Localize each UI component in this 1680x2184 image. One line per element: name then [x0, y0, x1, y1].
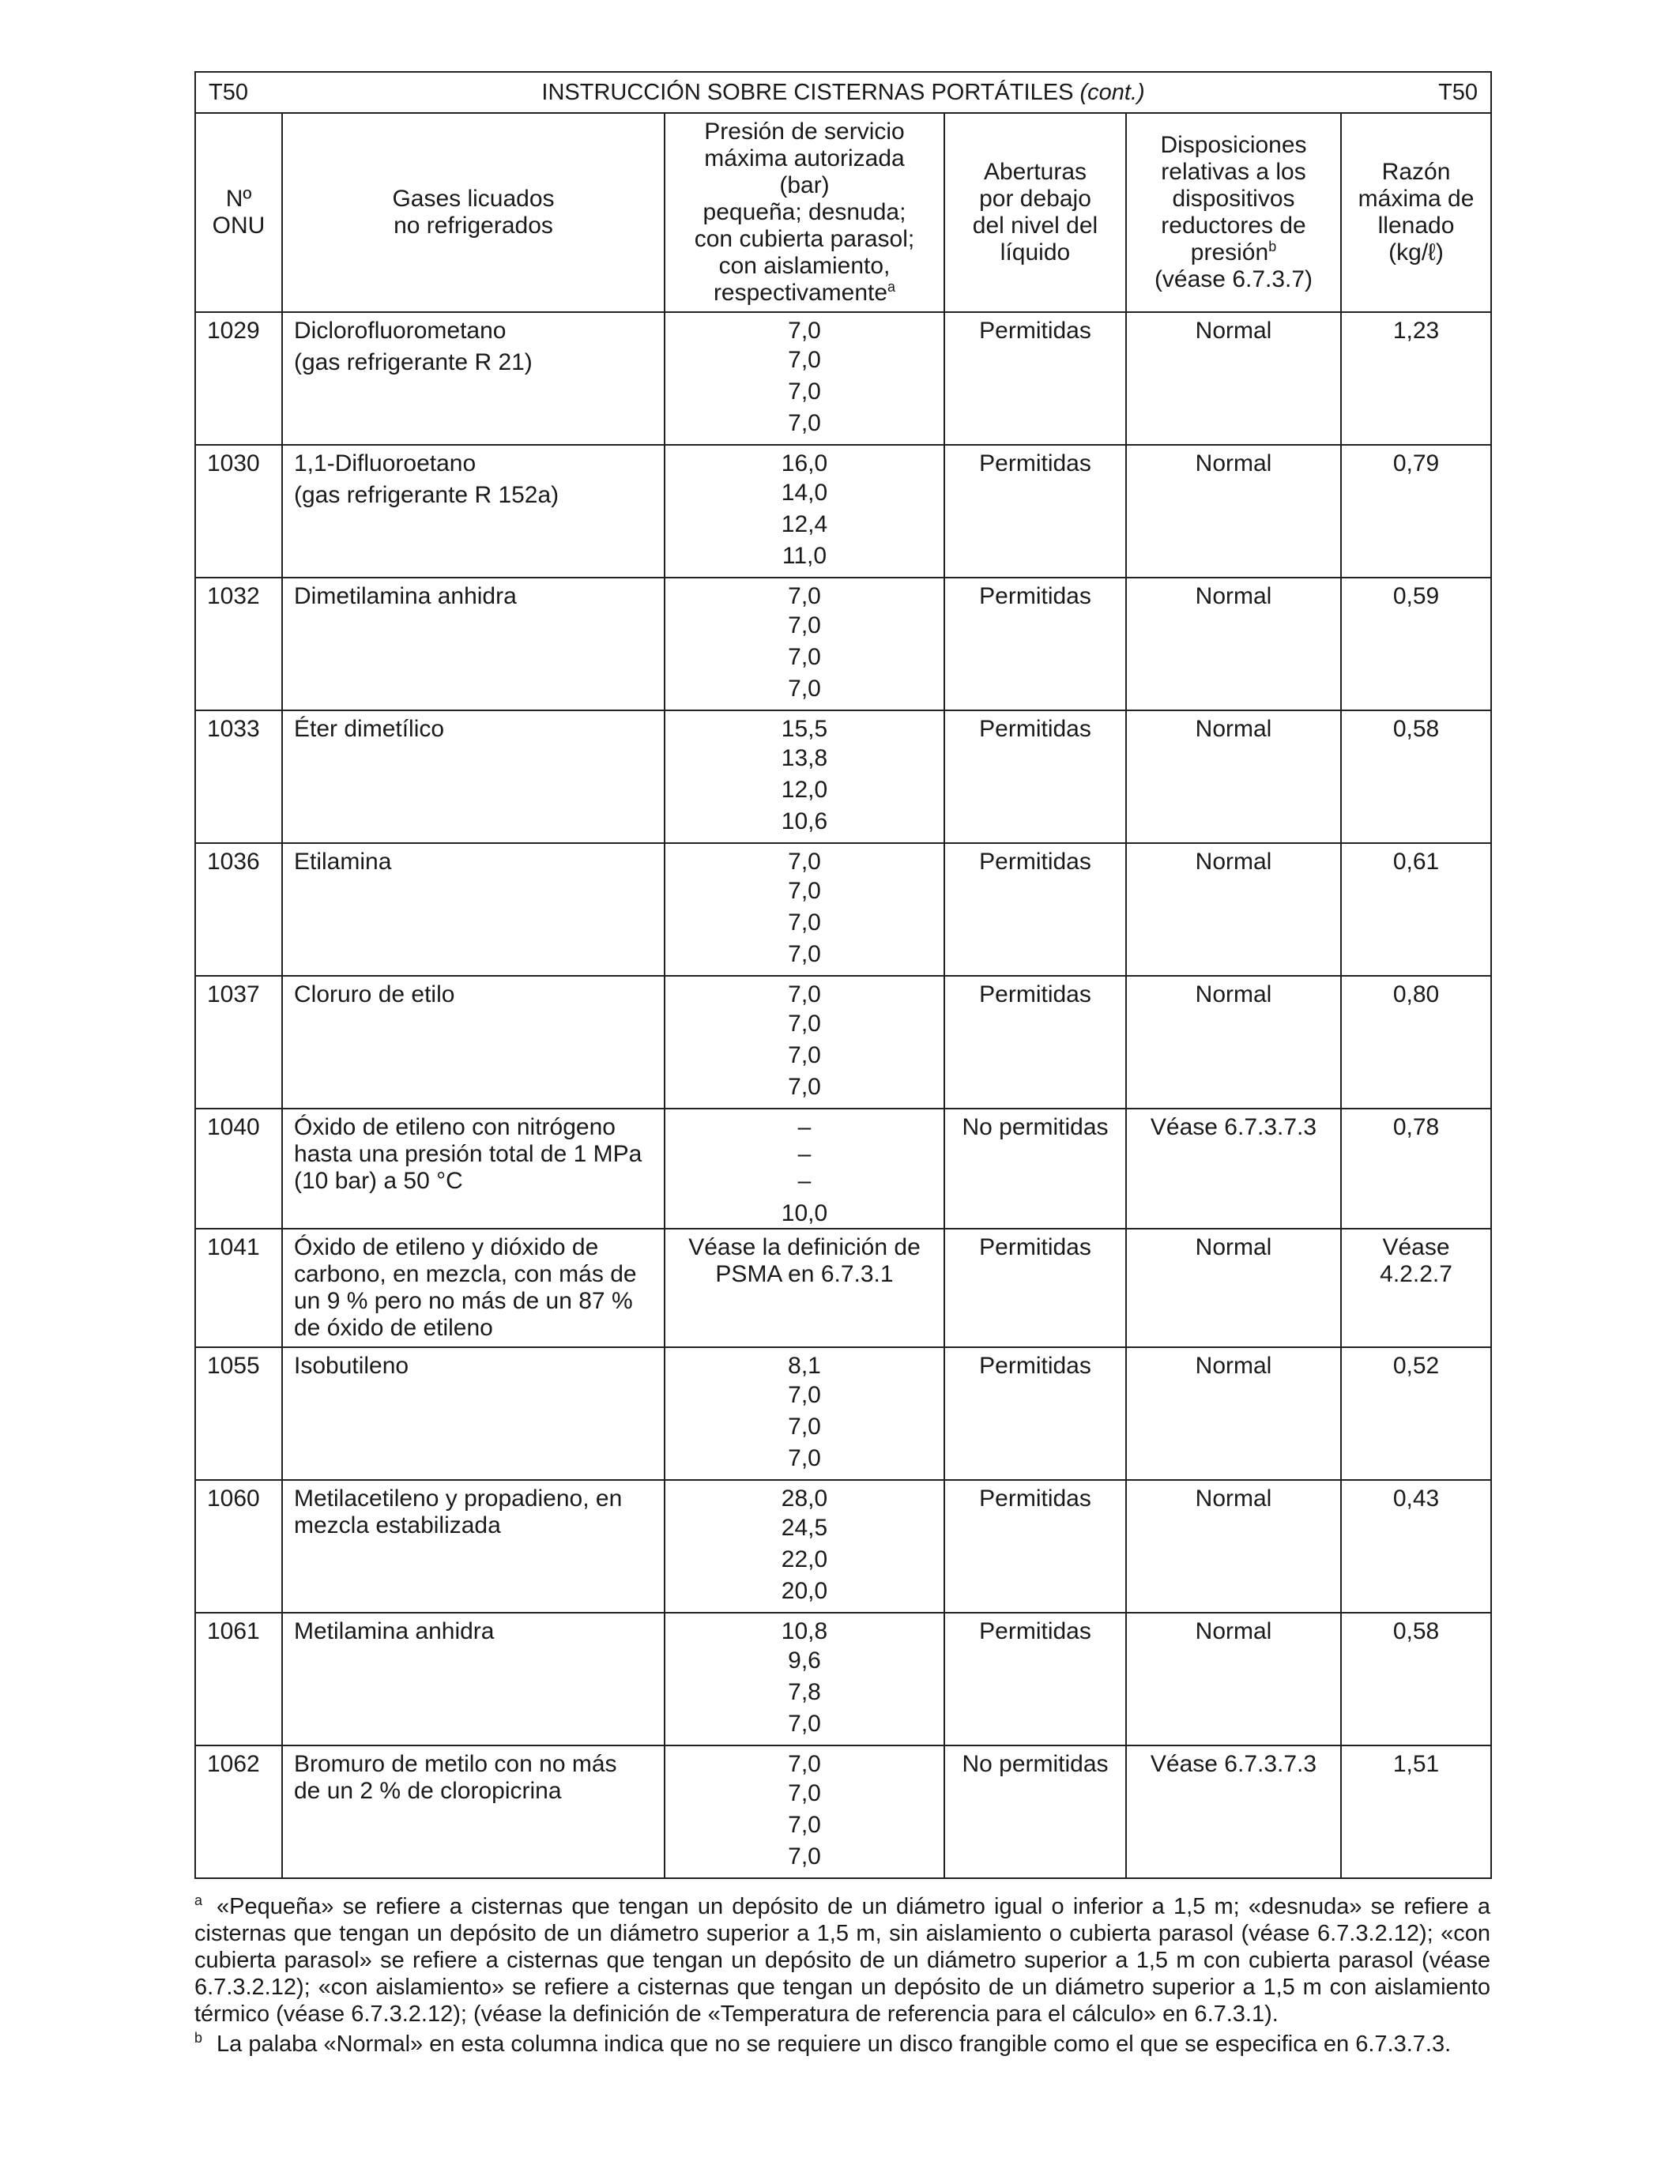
- filling-ratio-cell: [1341, 312, 1491, 445]
- pressure-value: 12,4: [781, 511, 828, 537]
- gas-name-line: Bromuro de metilo con no más: [294, 1751, 617, 1777]
- header-filling-ratio: Razón máxima de llenado (kg/ℓ): [1341, 113, 1491, 312]
- un-number-cell: [195, 445, 282, 578]
- portable-tank-instruction-table: [194, 71, 1492, 1879]
- max-pressure-cell: [665, 445, 944, 578]
- gas-name-line: Óxido de etileno con nitrógeno: [294, 1114, 616, 1140]
- pressure-value: 7,0: [788, 1812, 821, 1838]
- filling-ratio-value: [1342, 446, 1490, 477]
- pressure-relief-value: Normal: [1195, 450, 1272, 476]
- filling-ratio-cell: [1341, 578, 1491, 710]
- filling-ratio-cell: [1341, 1109, 1491, 1229]
- gas-name-line: (10 bar) a 50 °C: [294, 1168, 463, 1194]
- pressure-value: 7,0: [788, 849, 821, 875]
- footnote-text: La palaba «Normal» en esta columna indica que no se requiere un disco frangible como el que se especifica en 6.7.3.7.3.: [217, 2031, 1452, 2057]
- bottom-openings-value: Permitidas: [979, 1485, 1091, 1512]
- gas-name-cell: [282, 976, 665, 1109]
- footnote-b: $^b$ La palaba «Normal» en esta columna indica que no se requiere un disco frangible como el que se especifica en 6.7.3.7.3.: [194, 2030, 1452, 2057]
- un-number: 1061: [207, 1618, 260, 1644]
- gas-name-line: Metilacetileno y propadieno, en: [294, 1485, 623, 1512]
- max-pressure-cell: [665, 976, 944, 1109]
- table-row: [195, 1480, 1491, 1613]
- bottom-openings-cell: [944, 1229, 1126, 1347]
- table-title-bar: [195, 72, 1491, 113]
- gas-name-line: mezcla estabilizada: [294, 1512, 501, 1538]
- filling-ratio-line: 0,78: [1392, 1114, 1440, 1140]
- pressure-relief-value: Normal: [1195, 849, 1272, 875]
- gas-name-line: Diclorofluorometano: [294, 318, 507, 344]
- un-number: 1055: [207, 1353, 260, 1379]
- bottom-openings-value: Permitidas: [979, 583, 1091, 609]
- pressure-value: –: [797, 1141, 812, 1167]
- max-pressure-cell: [665, 843, 944, 976]
- filling-ratio-line: Véase: [1382, 1234, 1450, 1260]
- bottom-openings-cell: [944, 578, 1126, 710]
- un-number: 1030: [207, 450, 260, 476]
- pressure-value: 22,0: [781, 1546, 828, 1572]
- pressure-relief-cell: [1126, 1109, 1341, 1229]
- filling-ratio-value: [1342, 1229, 1490, 1288]
- gas-name: [294, 1348, 656, 1380]
- header-pressure-relief: Disposiciones relativas a los dispositivos reductores de presión$^b$ (véase 6.7.3.7): [1126, 113, 1341, 312]
- gas-name-cell: [282, 312, 665, 445]
- gas-name-line: Isobutileno: [294, 1353, 409, 1379]
- bottom-openings-value: Permitidas: [979, 450, 1091, 476]
- un-number: 1032: [207, 583, 260, 609]
- filling-ratio-cell: [1341, 1745, 1491, 1878]
- gas-name: [294, 1746, 656, 1805]
- pressure-relief-cell: [1126, 976, 1341, 1109]
- pressure-value: 7,0: [788, 612, 821, 638]
- gas-name: [294, 844, 656, 875]
- gas-name-line: (gas refrigerante R 152a): [294, 482, 559, 508]
- pressure-relief-value: Normal: [1195, 1234, 1272, 1260]
- filling-ratio-line: 1,51: [1392, 1751, 1440, 1777]
- pressure-value: 10,8: [781, 1618, 828, 1644]
- pressure-value: –: [797, 1168, 812, 1194]
- filling-ratio-line: 0,79: [1392, 450, 1440, 476]
- pressure-value: PSMA en 6.7.3.1: [715, 1261, 894, 1287]
- pressure-relief-value: Normal: [1195, 981, 1272, 1007]
- instruction-code-right: T50: [1438, 79, 1478, 105]
- footnote-a: $^a$ «Pequeña» se refiere a cisternas que tengan un depósito de un diámetro igual o inferior a 1,5 m; «desnuda» se refiere a cisternas que tengan un depósito de un diámetro superior a 1,5 m, sin aislamiento o cubierta parasol (véase 6.7.3.2.12); «con cubierta parasol» se refiere a cisternas que tengan un depósito de un diámetro superior a 1,5 m con cubierta parasol (véase 6.7.3.2.12); «con aislamiento» se refiere a cisternas que tengan un depósito de un diámetro superior a 1,5 m con aislamiento térmico (véase 6.7.3.2.12); (véase la definición de «Temperatura de referencia para el cálculo» en 6.7.3.1).: [194, 1892, 1490, 2027]
- filling-ratio-cell: [1341, 445, 1491, 578]
- gas-name: [294, 578, 656, 610]
- pressure-value: 20,0: [781, 1578, 828, 1604]
- pressure-relief-cell: [1126, 1745, 1341, 1878]
- pressure-value: 8,1: [788, 1353, 821, 1379]
- table-row: [195, 1347, 1491, 1480]
- max-pressure-cell: [665, 578, 944, 710]
- max-pressure-cell: [665, 1109, 944, 1229]
- pressure-relief-value: Normal: [1195, 716, 1272, 742]
- gas-name-line: Óxido de etileno y dióxido de: [294, 1234, 599, 1260]
- bottom-openings-cell: [944, 1347, 1126, 1480]
- bottom-openings-value: No permitidas: [962, 1114, 1109, 1140]
- footnote-text: «Pequeña» se refiere a cisternas que tengan un depósito de un diámetro igual o inferior a 1,5 m; «desnuda» se refiere a cisternas que tengan un depósito de un diámetro superior a 1,5 m, sin aislamiento o cubierta parasol (véase 6.7.3.2.12); «con cubierta parasol» se refiere a cisternas que tengan un depósito de un diámetro superior a 1,5 m con cubierta parasol (véase 6.7.3.2.12); «con aislamiento» se refiere a cisternas que tengan un depósito de un diámetro superior a 1,5 m con aislamiento térmico (véase 6.7.3.2.12); (véase la definición de «Temperatura de referencia para el cálculo» en 6.7.3.1).: [194, 1894, 1490, 2027]
- table-row: [195, 1229, 1491, 1347]
- gas-name: [294, 1229, 656, 1342]
- un-number-cell: [195, 1347, 282, 1480]
- title-suffix: (cont.): [1079, 79, 1145, 105]
- bottom-openings-cell: [944, 710, 1126, 843]
- pressure-relief-value: Normal: [1195, 1485, 1272, 1512]
- filling-ratio-line: 1,23: [1392, 318, 1440, 344]
- gas-name-cell: [282, 710, 665, 843]
- pressure-value: 7,0: [788, 410, 821, 436]
- filling-ratio-line: 4.2.2.7: [1380, 1261, 1452, 1287]
- max-pressure-cell: [665, 1613, 944, 1745]
- filling-ratio-value: [1342, 977, 1490, 1008]
- un-number-cell: [195, 1613, 282, 1745]
- pressure-value: 10,6: [781, 808, 828, 834]
- un-number: 1037: [207, 981, 260, 1007]
- un-number: 1060: [207, 1485, 260, 1512]
- filling-ratio-cell: [1341, 976, 1491, 1109]
- max-pressure-cell: [665, 1347, 944, 1480]
- pressure-relief-cell: [1126, 312, 1341, 445]
- gas-name: [294, 1109, 656, 1195]
- gas-name-cell: [282, 1613, 665, 1745]
- pressure-relief-cell: [1126, 445, 1341, 578]
- gas-name-line: de un 2 % de cloropicrina: [294, 1778, 562, 1804]
- un-number: 1029: [207, 318, 260, 344]
- table-row: [195, 710, 1491, 843]
- pressure-relief-value: Véase 6.7.3.7.3: [1150, 1751, 1317, 1777]
- footnote-ref-a: a: [887, 279, 896, 295]
- filling-ratio-value: [1342, 1614, 1490, 1645]
- un-number: 1040: [207, 1114, 260, 1140]
- bottom-openings-cell: [944, 1613, 1126, 1745]
- pressure-value: 7,0: [788, 1843, 821, 1870]
- pressure-value: 7,8: [788, 1679, 821, 1705]
- column-header-row: [195, 113, 1491, 312]
- bottom-openings-cell: [944, 445, 1126, 578]
- bottom-openings-value: Permitidas: [979, 1618, 1091, 1644]
- footnotes: [194, 1893, 1490, 2058]
- un-number-cell: [195, 710, 282, 843]
- filling-ratio-cell: [1341, 1229, 1491, 1347]
- filling-ratio-value: [1342, 1481, 1490, 1512]
- table-body: [195, 312, 1491, 1878]
- bottom-openings-cell: [944, 976, 1126, 1109]
- bottom-openings-cell: [944, 1480, 1126, 1613]
- gas-name-line: Etilamina: [294, 849, 392, 875]
- filling-ratio-line: 0,58: [1392, 1618, 1440, 1644]
- filling-ratio-line: 0,58: [1392, 716, 1440, 742]
- un-number: 1041: [207, 1234, 260, 1260]
- pressure-relief-value: Normal: [1195, 1353, 1272, 1379]
- gas-name-line: Éter dimetílico: [294, 716, 445, 742]
- footnote-ref-b: b: [1268, 239, 1277, 254]
- pressure-value: 7,0: [788, 1780, 821, 1806]
- pressure-value: 7,0: [788, 583, 821, 609]
- filling-ratio-value: [1342, 313, 1490, 345]
- bottom-openings-value: Permitidas: [979, 318, 1091, 344]
- bottom-openings-value: No permitidas: [962, 1751, 1109, 1777]
- gas-name-cell: [282, 1229, 665, 1347]
- pressure-value: 7,0: [788, 1414, 821, 1440]
- pressure-relief-cell: [1126, 578, 1341, 710]
- table-row: [195, 1109, 1491, 1229]
- gas-name-line: un 9 % pero no más de un 87 %: [294, 1288, 633, 1314]
- gas-name: [294, 1481, 656, 1539]
- filling-ratio-cell: [1341, 1613, 1491, 1745]
- table-row: [195, 445, 1491, 578]
- filling-ratio-line: 0,61: [1392, 849, 1440, 875]
- pressure-value: 7,0: [788, 1074, 821, 1100]
- instruction-code-left: T50: [209, 79, 248, 105]
- gas-name-cell: [282, 445, 665, 578]
- gas-name-line: (gas refrigerante R 21): [294, 349, 533, 375]
- pressure-value: 7,0: [788, 878, 821, 904]
- table-title: INSTRUCCIÓN SOBRE CISTERNAS PORTÁTILES (cont.): [541, 79, 1145, 105]
- max-pressure-cell: [665, 1745, 944, 1878]
- gas-name: [294, 313, 656, 376]
- gas-name-line: Dimetilamina anhidra: [294, 583, 517, 609]
- bottom-openings-cell: [944, 1109, 1126, 1229]
- un-number-cell: [195, 1109, 282, 1229]
- un-number-cell: [195, 1229, 282, 1347]
- bottom-openings-value: Permitidas: [979, 849, 1091, 875]
- pressure-value: 7,0: [788, 1382, 821, 1408]
- pressure-value: 7,0: [788, 347, 821, 373]
- pressure-value: 10,0: [781, 1200, 828, 1226]
- pressure-value: 7,0: [788, 378, 821, 405]
- filling-ratio-cell: [1341, 710, 1491, 843]
- pressure-value: 7,0: [788, 318, 821, 344]
- gas-name-line: carbono, en mezcla, con más de: [294, 1261, 637, 1287]
- pressure-value: 28,0: [781, 1485, 828, 1512]
- gas-name: [294, 446, 656, 509]
- gas-name-line: de óxido de etileno: [294, 1315, 493, 1341]
- pressure-value: 9,6: [788, 1647, 821, 1674]
- max-pressure-cell: [665, 312, 944, 445]
- pressure-value: 7,0: [788, 1751, 821, 1777]
- filling-ratio-line: 0,80: [1392, 981, 1440, 1007]
- filling-ratio-cell: [1341, 843, 1491, 976]
- max-pressure-cell: [665, 1480, 944, 1613]
- pressure-value: 7,0: [788, 1445, 821, 1471]
- filling-ratio-value: [1342, 844, 1490, 875]
- gas-name: [294, 1614, 656, 1645]
- filling-ratio-value: [1342, 1348, 1490, 1380]
- gas-name-line: 1,1-Difluoroetano: [294, 450, 477, 476]
- un-number-cell: [195, 1745, 282, 1878]
- pressure-value: 16,0: [781, 450, 828, 476]
- table-row: [195, 1745, 1491, 1878]
- pressure-relief-value: Normal: [1195, 583, 1272, 609]
- table-row: [195, 312, 1491, 445]
- filling-ratio-value: [1342, 578, 1490, 610]
- gas-name-line: hasta una presión total de 1 MPa: [294, 1141, 642, 1167]
- header-gas-name: Gases licuados no refrigerados: [282, 113, 665, 312]
- pressure-value: 15,5: [781, 716, 828, 742]
- header-max-pressure: Presión de servicio máxima autorizada (bar) pequeña; desnuda; con cubierta parasol; con aislamiento, respectivamente$^a$: [665, 113, 944, 312]
- pressure-value: 7,0: [788, 909, 821, 936]
- un-number: 1062: [207, 1751, 260, 1777]
- bottom-openings-cell: [944, 843, 1126, 976]
- pressure-value: 7,0: [788, 676, 821, 702]
- un-number: 1036: [207, 849, 260, 875]
- pressure-relief-cell: [1126, 843, 1341, 976]
- gas-name: [294, 711, 656, 743]
- pressure-value: Véase la definición de: [688, 1234, 921, 1260]
- pressure-value: 7,0: [788, 1711, 821, 1737]
- filling-ratio-value: [1342, 711, 1490, 743]
- bottom-openings-value: Permitidas: [979, 1234, 1091, 1260]
- un-number-cell: [195, 312, 282, 445]
- max-pressure-cell: [665, 1229, 944, 1347]
- max-pressure-cell: [665, 710, 944, 843]
- pressure-relief-cell: [1126, 1347, 1341, 1480]
- gas-name-cell: [282, 1745, 665, 1878]
- pressure-relief-value: Véase 6.7.3.7.3: [1150, 1114, 1317, 1140]
- un-number: 1033: [207, 716, 260, 742]
- pressure-value: 7,0: [788, 941, 821, 967]
- pressure-relief-cell: [1126, 1229, 1341, 1347]
- filling-ratio-line: 0,59: [1392, 583, 1440, 609]
- pressure-relief-cell: [1126, 1613, 1341, 1745]
- pressure-relief-cell: [1126, 1480, 1341, 1613]
- gas-name-cell: [282, 578, 665, 710]
- pressure-value: 7,0: [788, 981, 821, 1007]
- filling-ratio-line: 0,52: [1392, 1353, 1440, 1379]
- pressure-value: 7,0: [788, 1042, 821, 1068]
- table-row: [195, 976, 1491, 1109]
- bottom-openings-value: Permitidas: [979, 716, 1091, 742]
- gas-name-cell: [282, 1109, 665, 1229]
- document-page: [194, 71, 1490, 2061]
- gas-name-cell: [282, 843, 665, 976]
- gas-name-cell: [282, 1480, 665, 1613]
- un-number-cell: [195, 578, 282, 710]
- un-number-cell: [195, 843, 282, 976]
- gas-name-line: Cloruro de etilo: [294, 981, 455, 1007]
- pressure-value: 14,0: [781, 480, 828, 506]
- pressure-relief-value: Normal: [1195, 1618, 1272, 1644]
- bottom-openings-value: Permitidas: [979, 1353, 1091, 1379]
- gas-name: [294, 977, 656, 1008]
- table-row: [195, 843, 1491, 976]
- bottom-openings-value: Permitidas: [979, 981, 1091, 1007]
- filling-ratio-line: 0,43: [1392, 1485, 1440, 1512]
- pressure-value: 24,5: [781, 1515, 828, 1541]
- un-number-cell: [195, 1480, 282, 1613]
- pressure-value: 7,0: [788, 1011, 821, 1037]
- filling-ratio-value: [1342, 1746, 1490, 1778]
- header-onu: Nº ONU: [195, 113, 282, 312]
- table-row: [195, 578, 1491, 710]
- pressure-value: 13,8: [781, 745, 828, 771]
- pressure-relief-cell: [1126, 710, 1341, 843]
- bottom-openings-cell: [944, 1745, 1126, 1878]
- pressure-value: 11,0: [782, 543, 827, 569]
- table-row: [195, 1613, 1491, 1745]
- pressure-value: 7,0: [788, 644, 821, 670]
- un-number-cell: [195, 976, 282, 1109]
- pressure-relief-value: Normal: [1195, 318, 1272, 344]
- filling-ratio-cell: [1341, 1480, 1491, 1613]
- gas-name-line: Metilamina anhidra: [294, 1618, 495, 1644]
- filling-ratio-value: [1342, 1109, 1490, 1141]
- header-bottom-openings: Aberturas por debajo del nivel del líquido: [944, 113, 1126, 312]
- pressure-value: 12,0: [781, 777, 828, 803]
- gas-name-cell: [282, 1347, 665, 1480]
- filling-ratio-cell: [1341, 1347, 1491, 1480]
- bottom-openings-cell: [944, 312, 1126, 445]
- pressure-value: –: [797, 1114, 812, 1140]
